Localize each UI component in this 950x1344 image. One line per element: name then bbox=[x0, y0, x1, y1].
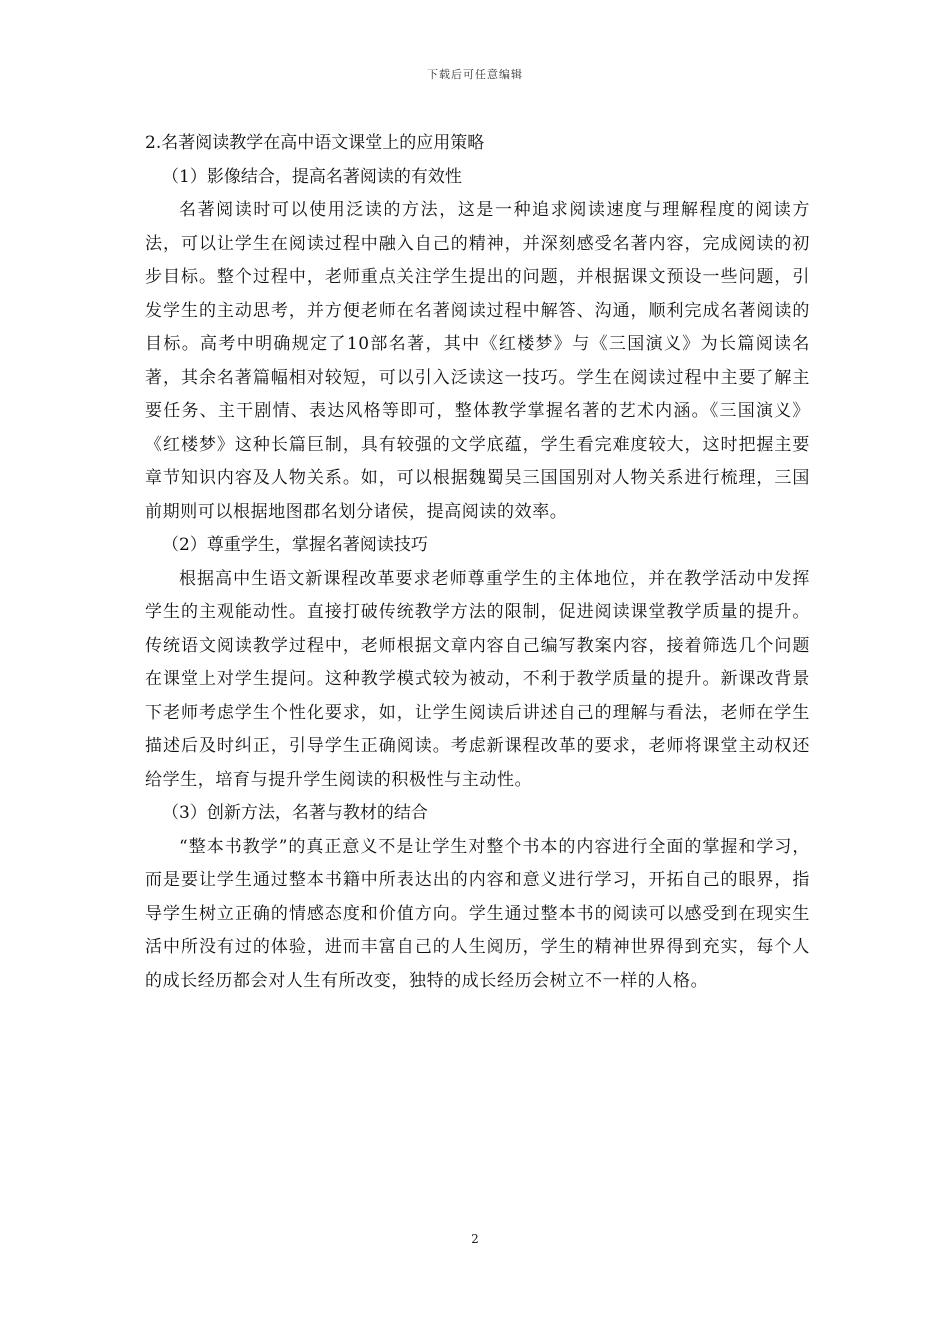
subsection-paragraph-1: 名著阅读时可以使用泛读的方法，这是一种追求阅读速度与理解程度的阅读方法，可以让学生在阅读过程中融入自己的精神，并深刻感受名著内容，完成阅读的初步目标。整个过程中，老师重点关注学生提出的问题，并根据课文预设一些问题，引发学生的主动思考，并方便老师在名著阅读过程中解答、沟通，顺利完成名著阅读的目标。高考中明确规定了10部名著，其中《红楼梦》与《三国演义》为长篇阅读名著，其余名著篇幅相对较短，可以引入泛读这一技巧。学生在阅读过程中主要了解主要任务、主干剧情、表达风格等即可，整体教学掌握名著的艺术内涵。《三国演义》《红楼梦》这种长篇巨制，具有较强的文学底蕴，学生看完难度较大，这时把握主要章节知识内容及人物关系。如，可以根据魏蜀吴三国国别对人物关系进行梳理，三国前期则可以根据地图郡名划分诸侯，提高阅读的效率。 bbox=[145, 200, 810, 522]
subsection-paragraph-2: 根据高中生语文新课程改革要求老师尊重学生的主体地位，并在教学活动中发挥学生的主观能动性。直接打破传统教学方法的限制，促进阅读课堂教学质量的提升。传统语文阅读教学过程中，老师根据文章内容自己编写教案内容，接着筛选几个问题在课堂上对学生提问。这种教学模式较为被动，不利于教学质量的提升。新课改背景下老师考虑学生个性化要求，如，让学生阅读后讲述自己的理解与看法，老师在学生描述后及时纠正，引导学生正确阅读。考虑新课程改革的要求，老师将课堂主动权还给学生，培育与提升学生阅读的积极性与主动性。 bbox=[145, 568, 810, 790]
page-header: 下载后可任意编辑 bbox=[427, 68, 523, 81]
subsection-heading-3: （3）创新方法，名著与教材的结合 bbox=[162, 803, 428, 823]
subsection-heading-2: （2）尊重学生，掌握名著阅读技巧 bbox=[162, 535, 428, 555]
subsection-heading-1: （1）影像结合，提高名著阅读的有效性 bbox=[162, 166, 462, 187]
section-title: 2.名著阅读教学在高中语文课堂上的应用策略 bbox=[145, 133, 485, 153]
document-body bbox=[145, 127, 810, 998]
subsection-paragraph-3: “整本书教学”的真正意义不是让学生对整个书本的内容进行全面的掌握和学习，而是要让学生通过整本书籍中所表达出的内容和意义进行学习，开拓自己的眼界，指导学生树立正确的情感态度和价值方向。学生通过整本书的阅读可以感受到在现实生活中所没有过的体验，进而丰富自己的人生阅历，学生的精神世界得到充实，每个人的成长经历都会对人生有所改变，独特的成长经历会树立不一样的人格。 bbox=[145, 836, 810, 991]
page-number: 2 bbox=[471, 1232, 479, 1246]
